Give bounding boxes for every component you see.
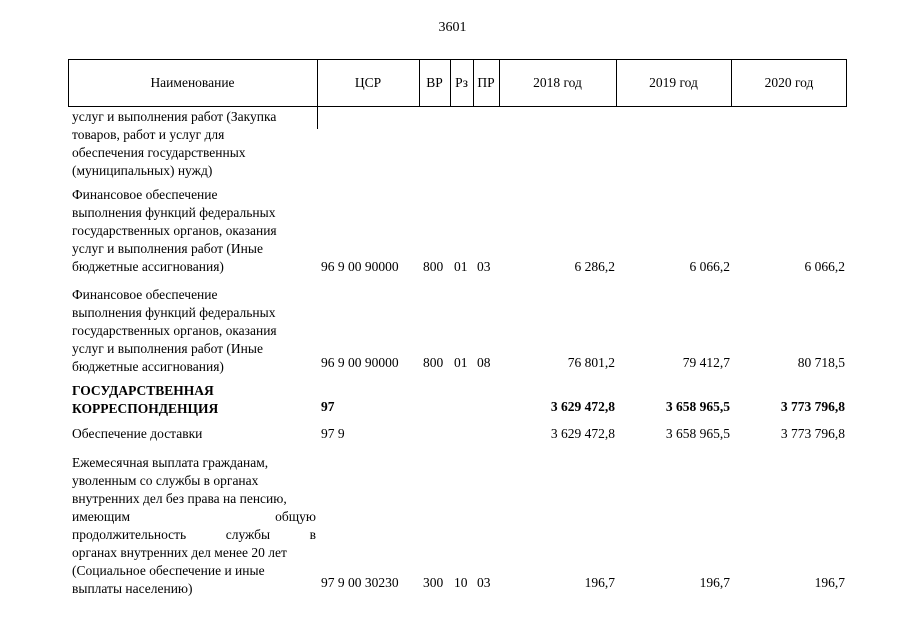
name-line: внутренних дел без права на пенсию,	[72, 491, 287, 506]
grid-line	[499, 59, 500, 107]
row-pr: 03	[477, 575, 491, 590]
grid-line	[450, 59, 451, 107]
row-csr: 97 9	[321, 426, 345, 441]
row-name	[72, 454, 316, 598]
name-line: бюджетные ассигнования)	[72, 359, 224, 374]
row-csr: 96 9 00 90000	[321, 355, 399, 370]
row-2020: 3 773 796,8	[780, 426, 845, 441]
row-vr: 300	[423, 575, 444, 590]
header-pr: ПР	[473, 59, 499, 107]
row-2020: 196,7	[814, 575, 845, 590]
row-name	[72, 108, 316, 180]
header-vr: ВР	[419, 59, 450, 107]
name-line: Ежемесячная выплата гражданам,	[72, 455, 269, 470]
row-2019: 3 658 965,5	[665, 399, 730, 414]
name-line: выполнения функций федеральных	[72, 305, 276, 320]
row-2018: 6 286,2	[574, 259, 615, 274]
page-number: 3601	[438, 20, 467, 35]
name-line: (Социальное обеспечение и иные	[72, 563, 265, 578]
row-2019: 6 066,2	[689, 259, 730, 274]
row-2019: 79 412,7	[682, 355, 730, 370]
row-2018: 3 629 472,8	[550, 399, 615, 414]
name-line: товаров, работ и услуг для	[72, 127, 225, 142]
header-2018: 2018 год	[499, 59, 616, 107]
row-2018: 76 801,2	[567, 355, 615, 370]
name-line: продолжительность службы в	[72, 527, 316, 542]
row-csr: 97 9 00 30230	[321, 575, 399, 590]
header-rz: Рз	[450, 59, 473, 107]
name-line: КОРРЕСПОНДЕНЦИЯ	[72, 401, 219, 416]
header-csr: ЦСР	[317, 59, 419, 107]
row-2018: 3 629 472,8	[550, 426, 615, 441]
header-2020: 2020 год	[731, 59, 847, 107]
row-name	[72, 286, 316, 376]
name-line: услуг и выполнения работ (Иные	[72, 341, 263, 356]
grid-line	[68, 59, 69, 107]
row-csr: 96 9 00 90000	[321, 259, 399, 274]
row-2020: 6 066,2	[804, 259, 845, 274]
name-line: бюджетные ассигнования)	[72, 259, 224, 274]
grid-line	[846, 59, 847, 107]
row-pr: 03	[477, 259, 491, 274]
name-line: выплаты населению)	[72, 581, 193, 596]
name-line: уволенным со службы в органах	[72, 473, 259, 488]
name-line: услуг и выполнения работ (Закупка	[72, 109, 277, 124]
name-line: государственных органов, оказания	[72, 323, 277, 338]
row-2020: 3 773 796,8	[780, 399, 845, 414]
grid-line	[616, 59, 617, 107]
grid-line	[731, 59, 732, 107]
row-pr: 08	[477, 355, 491, 370]
row-name	[72, 425, 316, 443]
name-line: обеспечения государственных	[72, 145, 246, 160]
row-vr: 800	[423, 355, 444, 370]
name-line: выполнения функций федеральных	[72, 205, 276, 220]
row-2019: 196,7	[699, 575, 730, 590]
row-rz: 01	[454, 355, 468, 370]
row-vr: 800	[423, 259, 444, 274]
row-2020: 80 718,5	[797, 355, 845, 370]
name-line: Финансовое обеспечение	[72, 287, 218, 302]
grid-line	[419, 59, 420, 107]
row-rz: 01	[454, 259, 468, 274]
name-line: имеющим общую	[72, 509, 316, 524]
name-line: Обеспечение доставки	[72, 426, 203, 441]
name-line: органах внутренних дел менее 20 лет	[72, 545, 287, 560]
name-line: Финансовое обеспечение	[72, 187, 218, 202]
header-2019: 2019 год	[616, 59, 731, 107]
name-line: услуг и выполнения работ (Иные	[72, 241, 263, 256]
row-2018: 196,7	[584, 575, 615, 590]
name-line: государственных органов, оказания	[72, 223, 277, 238]
grid-line	[317, 59, 318, 129]
row-name	[72, 186, 316, 276]
row-csr: 97	[321, 399, 335, 414]
grid-line	[473, 59, 474, 107]
row-2019: 3 658 965,5	[665, 426, 730, 441]
row-name	[72, 382, 316, 418]
header-name: Наименование	[68, 59, 317, 107]
row-rz: 10	[454, 575, 468, 590]
name-line: ГОСУДАРСТВЕННАЯ	[72, 383, 214, 398]
name-line: (муниципальных) нужд)	[72, 163, 213, 178]
